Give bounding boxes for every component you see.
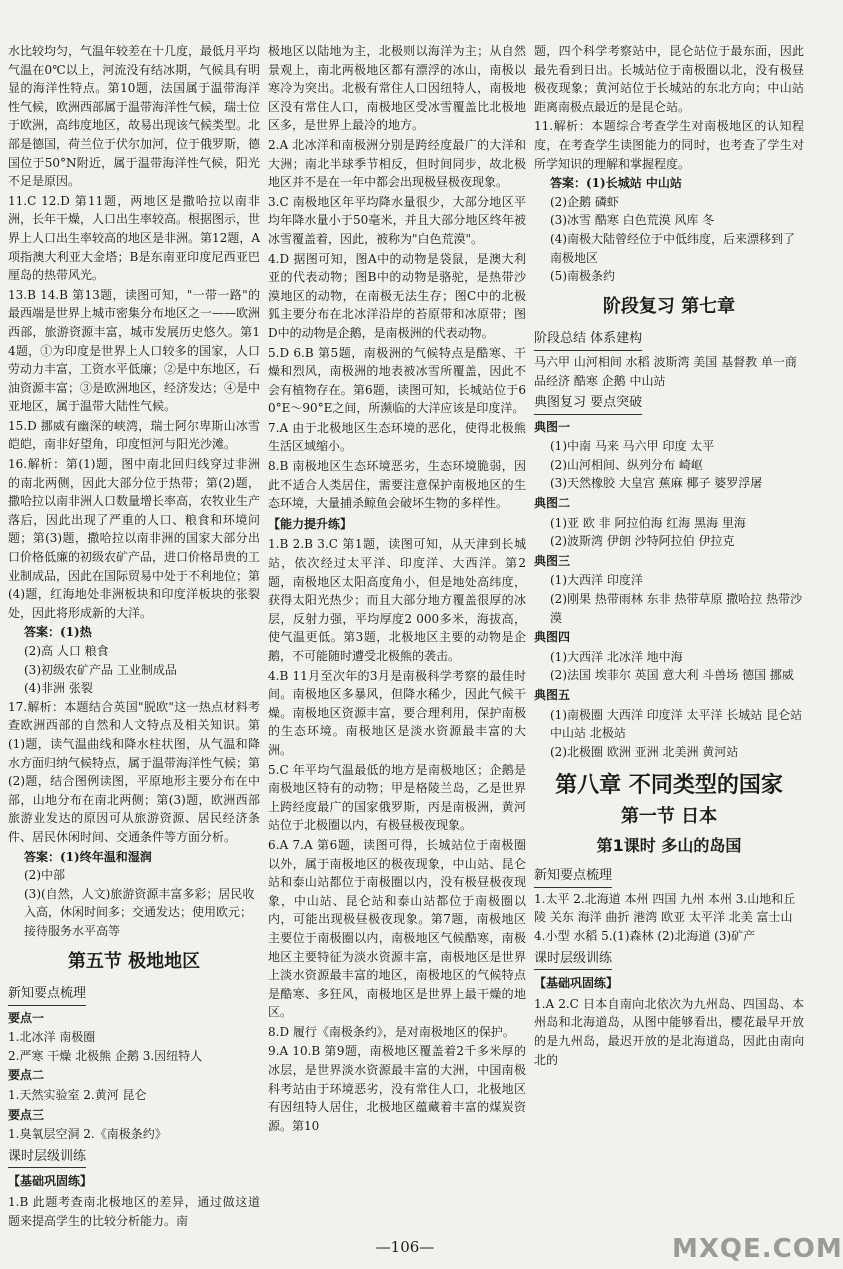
subheading: 课时层级训练 xyxy=(534,950,612,971)
answer-16-line: (2)高 人口 粮食 xyxy=(24,644,109,658)
answer-2: 2.A 北冰洋和南极洲分别是跨经度最广的大洋和大洲；南北半球季节相反，但时间同步，故北极地区并不是在一年中都会出现极昼极夜现象。 xyxy=(268,137,526,190)
map-label: 典图四 xyxy=(534,630,571,645)
answer-11-line: (5)南极条约 xyxy=(550,269,615,284)
map-answer: (1)中南 马来 马六甲 印度 太平 xyxy=(550,439,715,454)
answer-11-line: (3)冰雪 酷寒 白色荒漠 风库 冬 xyxy=(550,213,715,228)
answer-16-title: 答案：(1)热 xyxy=(24,625,92,640)
answer-15: 15.D 挪威有幽深的峡湾，瑞士阿尔卑斯山冰雪皑皑，南非好望角，印度恒河与阳光沙滩。 xyxy=(8,418,260,452)
answer-7: 7.A 由于北极地区生态环境的恶化，使得北极熊生活区域缩小。 xyxy=(268,420,526,454)
map-answer: (3)天然橡胶 大皇宫 蕉麻 椰子 婆罗浮屠 xyxy=(550,476,763,491)
map-label: 典图三 xyxy=(534,553,571,568)
map-answer: (2)法国 埃菲尔 英国 意大利 斗兽场 德国 挪威 xyxy=(550,668,794,683)
map-label: 典图五 xyxy=(534,688,571,702)
answer-11: 11.C 12.D 第11题，两地区是撒哈拉以南非洲，长年干燥，人口出生率较高。根据图示，世界上人口出生率较高的地区是非洲。第12题，A项指澳大利亚大金塔；B是东南亚印度尼西亚巴厘岛的热带风光。 xyxy=(8,193,261,283)
subheading: 课时层级训练 xyxy=(8,1148,86,1169)
continued-answer: 水比较均匀，气温年较差在十几度，最低月平均气温在0℃以上，河流没有结冰期，气候具有明显的海洋性特点。第10题，法国属于温带海洋性气候，欧洲西部属于温带海洋性气候，瑞士位于欧洲，高纬度地区，故易出现该气候类型。北部是德国，荷兰位于伏尔加河，位于俄罗斯，德国位于50°N附近，属于温带海洋性气候，阳光不足是原因。 xyxy=(8,44,261,189)
answer-1: 1.B 此题考查南北极地区的差异，通过做这道题来提高学生的比较分析能力。南 xyxy=(8,1195,260,1228)
section-title: 第五节 极地地区 xyxy=(67,950,201,972)
answer-8: 8.B 南极地区生态环境恶劣，生态环境脆弱，因此不适合人类居住，需要注意保护南极地区的生态环境，大量捕杀鲸鱼会破坏生物的多样性。 xyxy=(268,459,526,511)
column-middle xyxy=(268,42,526,1232)
key-point-text: 2.严寒 干燥 北极熊 企鹅 3.因纽特人 xyxy=(8,1048,203,1063)
map-label: 典图一 xyxy=(534,419,571,434)
answer-17-line: (3)(自然，人文)旅游资源丰富多彩；居民收入高，休闲时间多；交通发达；使用欧元；接待服务水平高等 xyxy=(24,886,255,938)
map-answer: (1)大西洋 北冰洋 地中海 xyxy=(550,649,683,664)
watermark: MXQE.COM xyxy=(672,1234,843,1264)
answer-5: 5.C 年平均气温最低的地方是南极地区；企鹅是南极地区特有的动物；甲是格陵兰岛，乙是世界上跨经度最广的国家俄罗斯，丙是南极洲，黄河站位于北极圈以内，有极昼极夜现象。 xyxy=(268,762,526,833)
map-answer: (2)北极圈 欧洲 亚洲 北美洲 黄河站 xyxy=(550,744,739,759)
summary-text: 马六甲 山河相间 水稻 波斯湾 美国 基督教 单一商品经济 酷寒 企鹅 中山站 xyxy=(534,354,797,388)
subheading: 新知要点梳理 xyxy=(534,867,612,888)
map-answer: (1)南极圈 大西洋 印度洋 太平洋 长城站 昆仑站 中山站 北极站 xyxy=(550,707,803,741)
section-title: 第一节 日本 xyxy=(620,805,718,827)
continued-answer: 极地区以陆地为主，北极则以海洋为主；从自然景观上，南北两极地区都有漂浮的冰山，南极以寒冷为突出。北极有常住人口因纽特人，南极地区没有常住人口，南极地区受冰雪覆盖比北极地区多，是世界上最冷的地方。 xyxy=(268,44,526,133)
bracket-heading: 【基础巩固练】 xyxy=(8,1174,93,1189)
subheading: 典图复习 要点突破 xyxy=(534,394,642,415)
answer-6: 6.A 7.A 第6题，读图可得，长城站位于南极圈以外，属于南极地区的极夜现象，中山站、昆仑站和泰山站都位于南极圈以内，没有极昼极夜现象，中山站、昆仑站和泰山站都位于南极圈以内，可能出现极昼极夜现象。第7题，南极地区主要位于南极圈以内，南极地区气候酷寒，南极地区主要特征为淡水资源丰富，南极地区是世界上淡水资源最丰富的地区，南极地区的气候特点是酷寒、多狂风，南极地区是世界上最干燥的地区。 xyxy=(268,837,526,1020)
map-answer: (1)亚 欧 非 阿拉伯海 红海 黑海 里海 xyxy=(550,515,746,530)
answer-17: 17.解析：本题结合英国"脱欧"这一热点材料考查欧洲西部的自然和人文特点及相关知识。第(1)题，读气温曲线和降水柱状图，从气温和降水方面归纳气候特点，属于温带海洋性气候；第(2)题，结合图例读图，平原地形主要分布在中部，山地分布在南北两侧；第(3)题，欧洲西部旅游业发达的原因可从旅游资源、居民经济条件、居民休闲时间、交通条件等方面分析。 xyxy=(8,699,261,844)
continued-answer: 题，四个科学考察站中，昆仑站位于最东面，因此最先看到日出。长城站位于南极圈以北，没有极昼极夜现象；黄河站位于长城站的东北方向；中山站距离南极点最近的是昆仑站。 xyxy=(534,44,804,114)
map-answer: (2)波斯湾 伊朗 沙特阿拉伯 伊拉克 xyxy=(550,534,735,549)
bracket-heading: 【基础巩固练】 xyxy=(534,976,619,991)
column-right xyxy=(534,42,804,1232)
key-point-label: 要点一 xyxy=(8,1010,45,1025)
answer-4: 4.D 据图可知，图A中的动物是袋鼠，是澳大利亚的代表动物；图B中的动物是骆驼，是热带沙漠地区的动物，在南极无法生存；图C中的北极狐主要分布在北冰洋沿岸的苔原带和冰原带；图D中的动物是企鹅，是南极洲的代表动物。 xyxy=(268,251,526,340)
key-point-label: 要点二 xyxy=(8,1068,45,1083)
answer-8: 8.D 履行《南极条约》，是对南极地区的保护。 xyxy=(268,1024,515,1039)
answer-16-line: (4)非洲 张裂 xyxy=(24,681,93,696)
bracket-heading: 【能力提升练】 xyxy=(268,516,353,531)
map-label: 典图二 xyxy=(534,496,571,511)
key-point-label: 要点三 xyxy=(8,1107,45,1122)
answer-13: 13.B 14.B 第13题，读图可知，"一带一路"的最西端是世界上城市密集分布地区之一——欧洲西部，旅游资源丰富，城市发展历史悠久。第14题，①为印度是世界上人口较多的国家，人口劳动力丰富，工资水平低廉；②是中东地区，石油资源丰富；③是欧洲地区，经济发达；④是中亚地区，属于温带大陆性气候。 xyxy=(8,287,261,414)
answer-11-title: 答案：(1)长城站 中山站 xyxy=(550,176,682,191)
chapter-review-title: 阶段复习 第七章 xyxy=(602,295,736,317)
answer-16: 16.解析：第(1)题，图中南北回归线穿过非洲的南北两侧，因此大部分位于热带；第(2)题，撒哈拉以南非洲人口数量增长率高，农牧业生产落后，因此出现了严重的人口、粮食和环境问题；第(3)题，撒哈拉以南非洲的国家大部分出口价格低廉的初级农矿产品，进口价格昂贵的工业制成品，因此在国际贸易中处于不利地位；第(4)题，红海地处非洲板块和印度洋板块的张裂处，因此将形成新的大洋。 xyxy=(8,457,261,620)
answer-9: 9.A 10.B 第9题，南极地区覆盖着2千多米厚的冰层，是世界淡水资源最丰富的大洲，中国南极科考站由于环境恶劣，没有常住人口，北极地区有因纽特人居住，北极地区蕴藏着丰富的煤炭资源。第10 xyxy=(268,1044,526,1133)
key-point-text: 1.臭氧层空洞 2.《南极条约》 xyxy=(8,1127,167,1142)
key-point-text: 1.北冰洋 南极圈 xyxy=(8,1030,96,1045)
map-answer: (2)刚果 热带雨林 东非 热带草原 撒哈拉 热带沙漠 xyxy=(550,592,803,625)
answer-11: 11.解析：本题综合考查学生对南极地区的认知程度，在考查学生读图能力的同时，也考查了学生对所学知识的理解和掌握程度。 xyxy=(534,119,804,171)
answer-5: 5.D 6.B 第5题，南极洲的气候特点是酷寒、干燥和烈风，南极洲的地表被冰雪所覆盖，因此不会有植物存在。第6题，读图可知，长城站位于60°E～90°E之间，所濒临的大洋应该是印度洋。 xyxy=(268,345,526,416)
key-point-text: 4.小型 水稻 5.(1)森林 (2)北海道 (3)矿产 xyxy=(534,928,756,943)
answer-17-title: 答案：(1)终年温和湿润 xyxy=(24,849,152,864)
answer-11-line: (4)南极大陆曾经位于中低纬度，后来漂移到了南极地区 xyxy=(550,231,795,265)
answer-16-line: (3)初级农矿产品 工业制成品 xyxy=(24,662,177,677)
subheading: 新知要点梳理 xyxy=(8,985,86,1006)
lesson-title: 第1课时 多山的岛国 xyxy=(596,835,742,855)
map-answer: (2)山河相间、纵列分布 崎岖 xyxy=(550,457,703,472)
chapter-title: 第八章 不同类型的国家 xyxy=(555,773,783,799)
answer-11-line: (2)企鹅 磷虾 xyxy=(550,194,619,209)
key-point-text: 1.天然实验室 2.黄河 昆仑 xyxy=(8,1088,147,1103)
column-left xyxy=(8,42,260,1232)
page-number: —106— xyxy=(375,1238,435,1256)
answer-4: 4.B 11月至次年的3月是南极科学考察的最佳时间。南极地区多暴风，但降水稀少，因此气候干燥。南极地区资源丰富，要合理利用，保护南极的生态环境。南极地区是淡水资源最丰富的大洲。 xyxy=(268,668,526,757)
map-answer: (1)大西洋 印度洋 xyxy=(550,573,643,588)
answer-17-line: (2)中部 xyxy=(24,868,65,883)
subheading: 阶段总结 体系建构 xyxy=(534,330,642,351)
answer-1: 1.B 2.B 3.C 第1题，读图可知，从天津到长城站，依次经过太平洋、印度洋、大西洋。第2题，南极地区太阳高度角小，但是地处高纬度，获得太阳光热少；而且大部分地方覆盖很厚的冰层，反射力强，平均厚度2 000多米，海拔高，使气温更低。第3题，北极地区主要的动物是企鹅，不可能随时遭受北极熊的袭击。 xyxy=(268,537,526,663)
key-point-text: 1.太平 2.北海道 本州 四国 九州 本州 3.山地和丘陵 关东 海洋 曲折 港湾 欧亚 太平洋 北美 富士山 xyxy=(534,891,796,925)
answer-1: 1.A 2.C 日本自南向北依次为九州岛、四国岛、本州岛和北海道岛，从图中能够看出，樱花最早开放的是九州岛，最迟开放的是北海道岛，因此由南向北的 xyxy=(534,996,804,1067)
answer-3: 3.C 南极地区年平均降水量很少，大部分地区平均年降水量小于50毫米，并且大部分地区终年被冰雪覆盖着，因此，被称为"白色荒漠"。 xyxy=(268,194,526,246)
